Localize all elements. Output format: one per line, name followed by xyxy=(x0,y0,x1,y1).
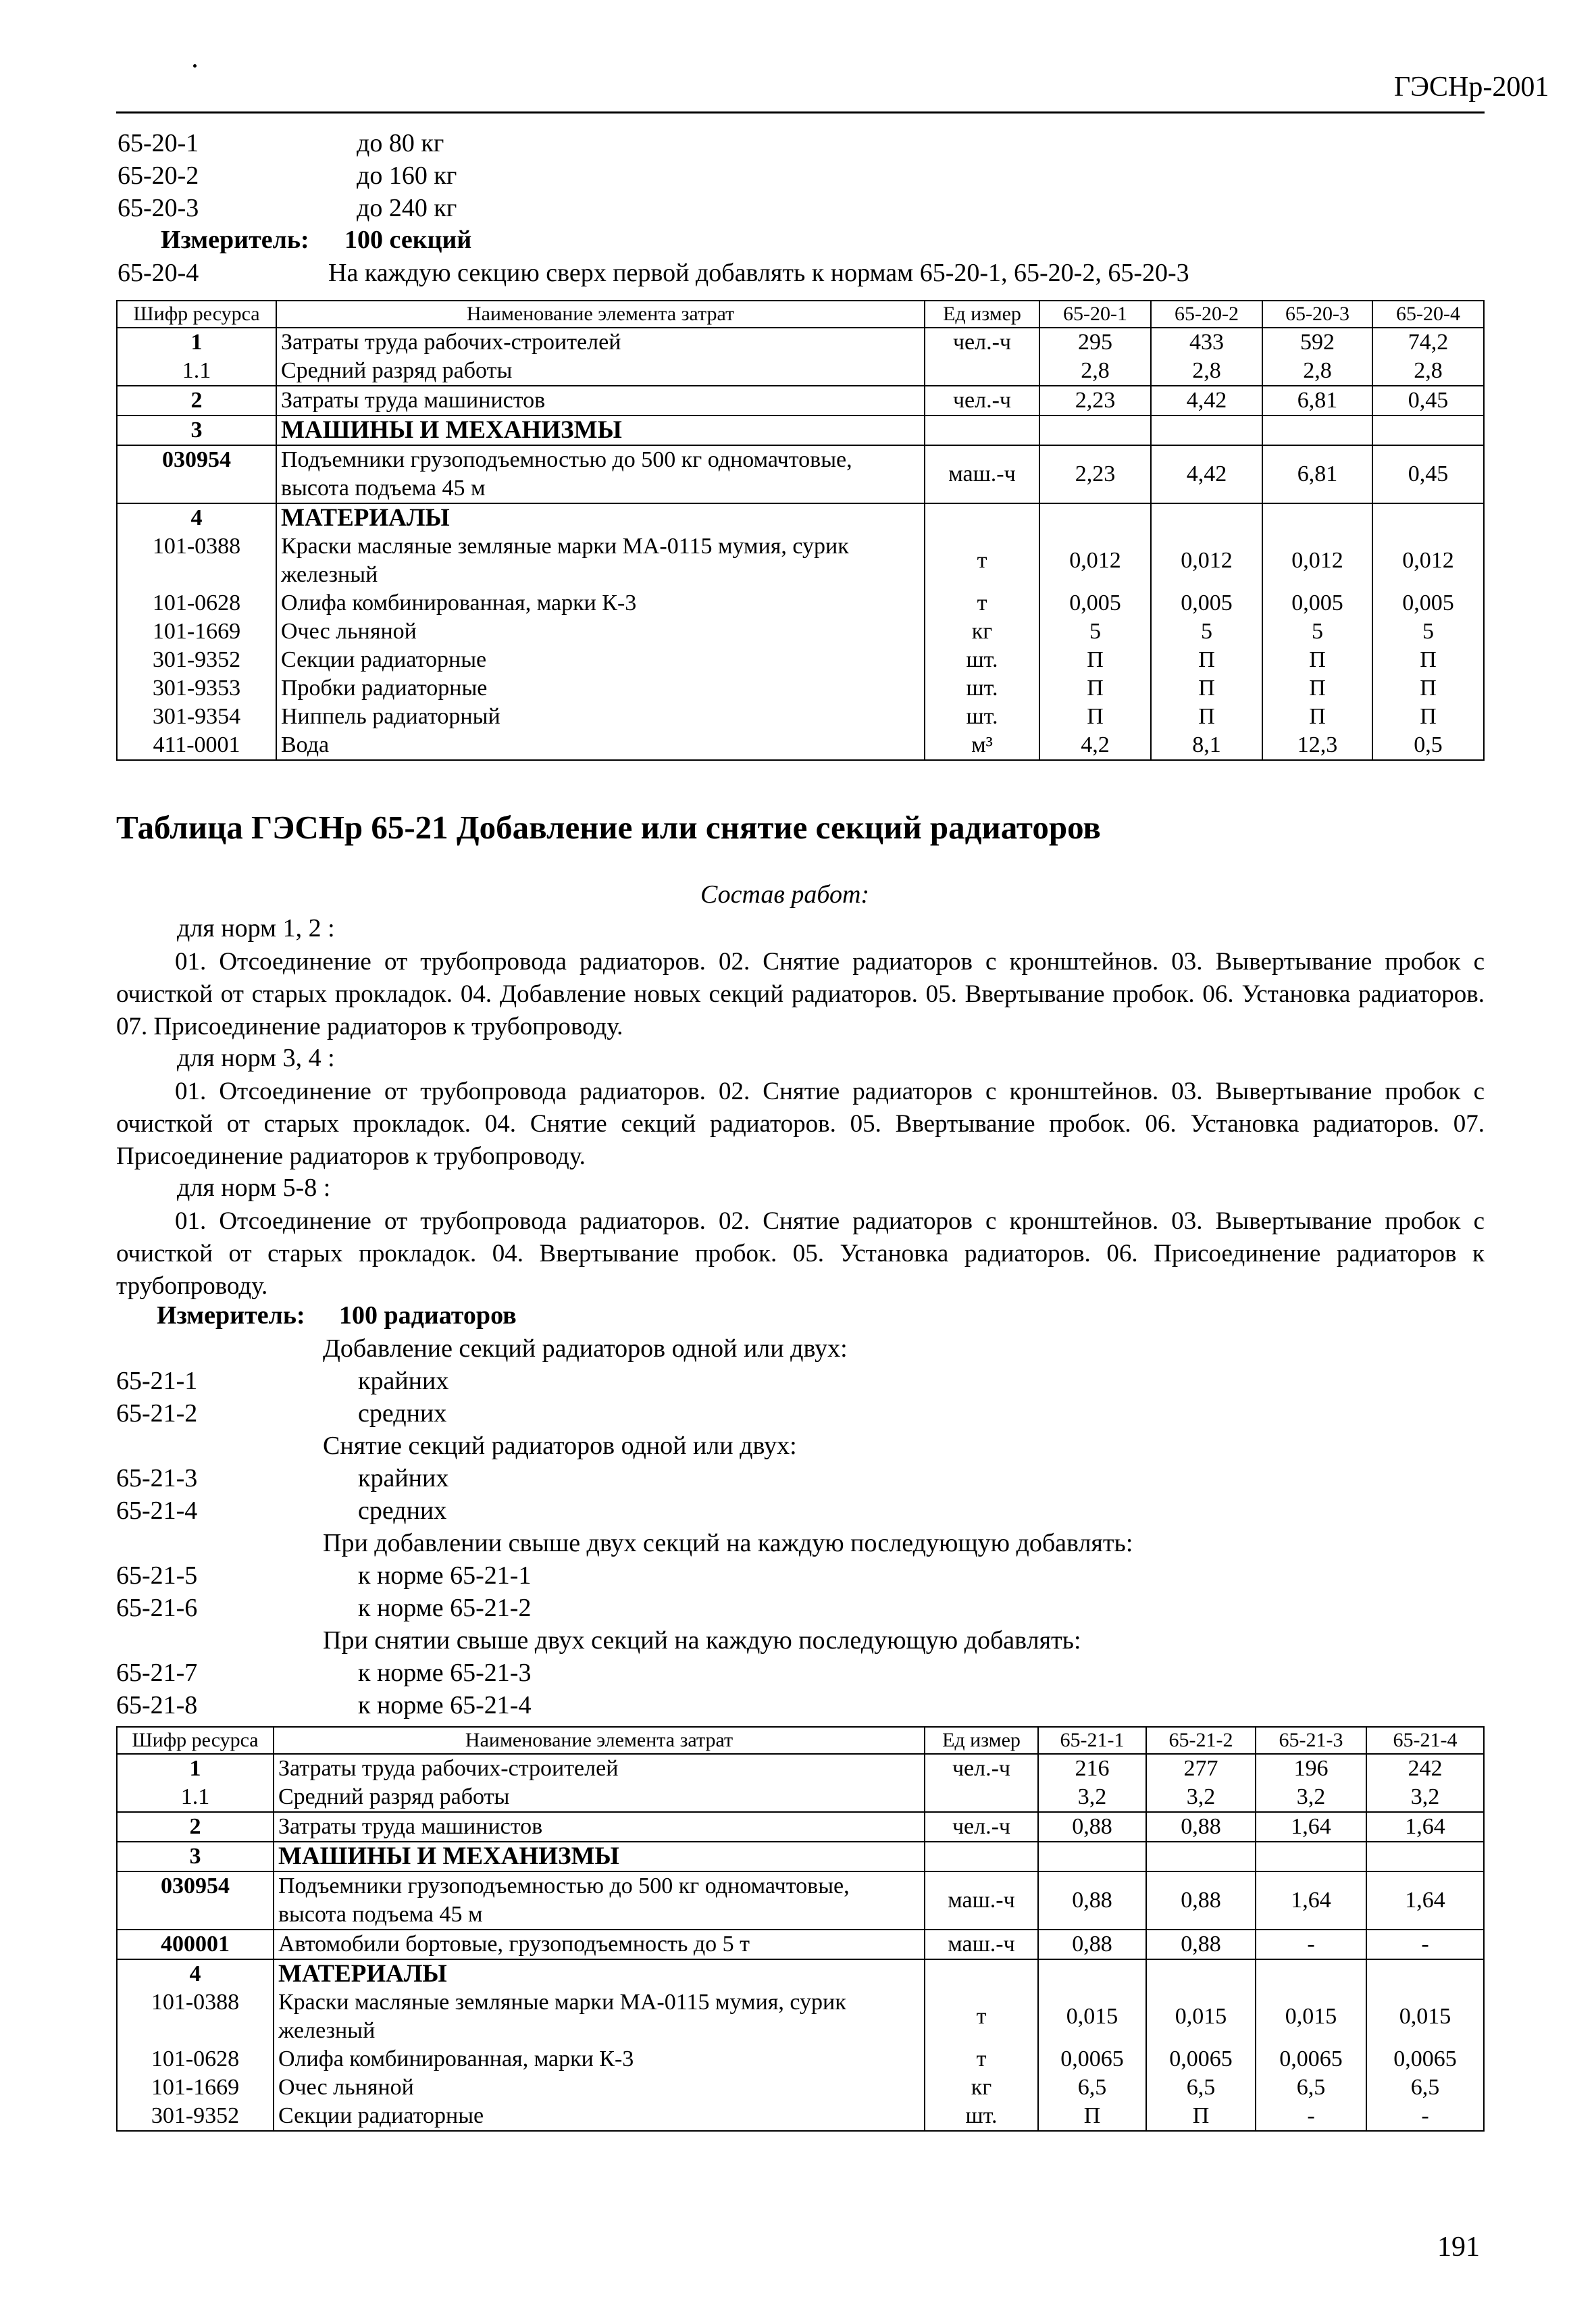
resource-code: 101-0628 xyxy=(117,2045,274,2073)
norm-value xyxy=(1151,416,1262,445)
unit-cell xyxy=(925,1842,1038,1871)
resource-name: Краски масляные земляные марки МА-0115 мумия, сурик железный xyxy=(276,532,925,589)
unit-cell: маш.-ч xyxy=(925,445,1039,503)
resource-name: Очес льняной xyxy=(276,618,925,646)
measure-value: 100 радиаторов xyxy=(339,1301,517,1330)
norm-value: 12,3 xyxy=(1262,731,1372,760)
norm-value: 5 xyxy=(1151,618,1262,646)
table-row xyxy=(117,1959,1484,1988)
norm-value: 4,2 xyxy=(1039,731,1151,760)
norm-desc: до 160 кг xyxy=(357,161,457,190)
unit-cell: чел.-ч xyxy=(925,386,1039,416)
resource-code: 030954 xyxy=(117,445,276,503)
norm-value: 2,23 xyxy=(1039,386,1151,416)
norm-value: 6,81 xyxy=(1262,386,1372,416)
norm-code: 65-20-3 xyxy=(118,194,199,222)
norm-value: 2,23 xyxy=(1039,445,1151,503)
norm-value: 74,2 xyxy=(1372,328,1484,357)
norm-desc: к норме 65-21-1 xyxy=(358,1561,532,1590)
work-group-label: для норм 1, 2 : xyxy=(177,914,335,942)
norm-code: 65-20-4 xyxy=(118,259,199,287)
norm-group-heading: Добавление секций радиаторов одной или двух: xyxy=(323,1334,848,1363)
table-row xyxy=(117,416,1484,445)
norm-value: 0,015 xyxy=(1256,1988,1366,2045)
unit-cell: шт. xyxy=(925,646,1039,674)
norm-value: П xyxy=(1039,703,1151,731)
table-row xyxy=(117,328,1484,357)
table-row xyxy=(117,1754,1484,1783)
norm-group-heading: При добавлении свыше двух секций на каждую последующую добавлять: xyxy=(323,1529,1133,1557)
table-row xyxy=(117,2102,1484,2131)
norm-value: 0,012 xyxy=(1151,532,1262,589)
norm-value: П xyxy=(1146,2102,1256,2131)
norm-value: 3,2 xyxy=(1038,1783,1146,1812)
norm-value: П xyxy=(1262,703,1372,731)
unit-cell xyxy=(925,357,1039,386)
resource-name: Секции радиаторные xyxy=(276,646,925,674)
composition-title: Состав работ: xyxy=(700,880,870,909)
resource-name: Олифа комбинированная, марки К-3 xyxy=(276,589,925,618)
norm-value: 295 xyxy=(1039,328,1151,357)
norm-value: 0,005 xyxy=(1151,589,1262,618)
norm-value: П xyxy=(1151,646,1262,674)
norm-value: 0,005 xyxy=(1262,589,1372,618)
work-group-text: 01. Отсоединение от трубопровода радиаторов. 02. Снятие радиаторов с кронштейнов. 03. Вывертывание пробок с очисткой от старых прокладок. 04. Добавление новых секций радиаторов. 05. Ввертывание пробок. 06. Установка радиаторов. 07. Присоединение радиаторов к трубопроводу. xyxy=(116,948,1485,1040)
table-header-row xyxy=(117,1727,1484,1754)
resource-name: Затраты труда рабочих-строителей xyxy=(274,1754,925,1783)
norm-value: 8,1 xyxy=(1151,731,1262,760)
column-header: Шифр ресурса xyxy=(117,301,276,328)
running-header: ГЭСНр-2001 xyxy=(1394,72,1549,103)
norm-value: - xyxy=(1366,1930,1484,1959)
norm-code: 65-21-3 xyxy=(116,1464,198,1492)
norm-value: 6,5 xyxy=(1038,2073,1146,2102)
norm-value: 0,015 xyxy=(1146,1988,1256,2045)
table-row xyxy=(117,386,1484,416)
norm-value xyxy=(1256,1959,1366,1988)
norm-value: 277 xyxy=(1146,1754,1256,1783)
resource-name: МАШИНЫ И МЕХАНИЗМЫ xyxy=(276,416,925,445)
unit-cell: шт. xyxy=(925,2102,1038,2131)
resource-table-65-21 xyxy=(116,1726,1485,2132)
scan-speck xyxy=(193,64,197,68)
norm-value: 433 xyxy=(1151,328,1262,357)
column-header: Ед измер xyxy=(925,301,1039,328)
table-row xyxy=(117,731,1484,760)
resource-code: 400001 xyxy=(117,1930,274,1959)
norm-value: 2,8 xyxy=(1262,357,1372,386)
column-header: Наименование элемента затрат xyxy=(276,301,925,328)
norm-value: 0,0065 xyxy=(1256,2045,1366,2073)
table-row xyxy=(117,589,1484,618)
table-row xyxy=(117,1988,1484,2045)
norm-code: 65-21-5 xyxy=(116,1561,198,1590)
norm-value: П xyxy=(1038,2102,1146,2131)
unit-cell: чел.-ч xyxy=(925,1812,1038,1842)
resource-code: 1 xyxy=(117,328,276,357)
table-row xyxy=(117,532,1484,589)
resource-name: Олифа комбинированная, марки К-3 xyxy=(274,2045,925,2073)
norm-value: П xyxy=(1039,646,1151,674)
norm-code: 65-20-2 xyxy=(118,161,199,190)
resource-code: 301-9352 xyxy=(117,2102,274,2131)
unit-cell: чел.-ч xyxy=(925,328,1039,357)
norm-value: - xyxy=(1256,2102,1366,2131)
norm-value xyxy=(1256,1842,1366,1871)
measure-label: Измеритель: xyxy=(157,1301,305,1330)
table-row xyxy=(117,1930,1484,1959)
norm-group-heading: Снятие секций радиаторов одной или двух: xyxy=(323,1432,797,1460)
column-header: 65-20-2 xyxy=(1151,301,1262,328)
norm-value: 0,005 xyxy=(1039,589,1151,618)
column-header: 65-20-3 xyxy=(1262,301,1372,328)
header-rule xyxy=(116,111,1485,114)
table-row xyxy=(117,2045,1484,2073)
resource-name: Ниппель радиаторный xyxy=(276,703,925,731)
table-row xyxy=(117,646,1484,674)
unit-cell: маш.-ч xyxy=(925,1930,1038,1959)
norm-value: 5 xyxy=(1372,618,1484,646)
resource-name: МАТЕРИАЛЫ xyxy=(274,1959,925,1988)
resource-code: 2 xyxy=(117,1812,274,1842)
norm-value: 0,005 xyxy=(1372,589,1484,618)
column-header: 65-20-1 xyxy=(1039,301,1151,328)
unit-cell: т xyxy=(925,2045,1038,2073)
unit-cell: кг xyxy=(925,2073,1038,2102)
resource-name: МАТЕРИАЛЫ xyxy=(276,503,925,532)
column-header: Шифр ресурса xyxy=(117,1727,274,1754)
norm-value xyxy=(1262,416,1372,445)
norm-value: 0,88 xyxy=(1038,1930,1146,1959)
norm-value: П xyxy=(1262,646,1372,674)
resource-name: Средний разряд работы xyxy=(276,357,925,386)
measure-label: Измеритель: xyxy=(161,226,309,254)
norm-value: П xyxy=(1151,703,1262,731)
resource-code: 4 xyxy=(117,1959,274,1988)
norm-value: - xyxy=(1256,1930,1366,1959)
norm-value: 592 xyxy=(1262,328,1372,357)
unit-cell: м³ xyxy=(925,731,1039,760)
column-header: Наименование элемента затрат xyxy=(274,1727,925,1754)
norm-value: 0,88 xyxy=(1146,1930,1256,1959)
norm-code: 65-21-1 xyxy=(116,1367,198,1395)
unit-cell: т xyxy=(925,532,1039,589)
norm-value: 0,015 xyxy=(1366,1988,1484,2045)
norm-value: 0,88 xyxy=(1038,1812,1146,1842)
norm-value: 0,88 xyxy=(1146,1871,1256,1930)
norm-value: 0,012 xyxy=(1262,532,1372,589)
resource-table-65-20 xyxy=(116,300,1485,761)
norm-desc: средних xyxy=(358,1496,447,1525)
column-header: 65-21-3 xyxy=(1256,1727,1366,1754)
page-number: 191 xyxy=(1437,2232,1480,2263)
table-row xyxy=(117,357,1484,386)
norm-desc: крайних xyxy=(358,1367,449,1395)
norm-value: 3,2 xyxy=(1256,1783,1366,1812)
work-group-label: для норм 3, 4 : xyxy=(177,1044,335,1072)
norm-value: 1,64 xyxy=(1366,1812,1484,1842)
norm-code: 65-21-8 xyxy=(116,1691,198,1719)
resource-code: 301-9353 xyxy=(117,674,276,703)
norm-value: П xyxy=(1151,674,1262,703)
norm-value xyxy=(1262,503,1372,532)
table-row xyxy=(117,1812,1484,1842)
norm-value: 216 xyxy=(1038,1754,1146,1783)
table-header-row xyxy=(117,301,1484,328)
resource-code: 4 xyxy=(117,503,276,532)
unit-cell xyxy=(925,1783,1038,1812)
resource-code: 101-0628 xyxy=(117,589,276,618)
norm-desc: к норме 65-21-4 xyxy=(358,1691,532,1719)
norm-value: П xyxy=(1039,674,1151,703)
norm-value xyxy=(1038,1959,1146,1988)
resource-code: 3 xyxy=(117,416,276,445)
work-group-text: 01. Отсоединение от трубопровода радиаторов. 02. Снятие радиаторов с кронштейнов. 03. Вывертывание пробок с очисткой от старых прокладок. 04. Снятие секций радиаторов. 05. Ввертывание пробок. 06. Установка радиаторов. 07. Присоединение радиаторов к трубопроводу. xyxy=(116,1078,1485,1170)
resource-code: 1.1 xyxy=(117,357,276,386)
column-header: 65-20-4 xyxy=(1372,301,1484,328)
unit-cell: шт. xyxy=(925,674,1039,703)
norm-value: П xyxy=(1262,674,1372,703)
norm-value: 196 xyxy=(1256,1754,1366,1783)
norm-value: 4,42 xyxy=(1151,445,1262,503)
norm-value: П xyxy=(1372,646,1484,674)
norm-value: 3,2 xyxy=(1366,1783,1484,1812)
norm-value xyxy=(1039,416,1151,445)
resource-code: 030954 xyxy=(117,1871,274,1930)
resource-code: 301-9352 xyxy=(117,646,276,674)
norm-value xyxy=(1146,1959,1256,1988)
resource-name: Секции радиаторные xyxy=(274,2102,925,2131)
norm-value: 0,5 xyxy=(1372,731,1484,760)
resource-name: Средний разряд работы xyxy=(274,1783,925,1812)
norm-value: 6,5 xyxy=(1146,2073,1256,2102)
norm-value xyxy=(1038,1842,1146,1871)
norm-value: 1,64 xyxy=(1256,1871,1366,1930)
resource-code: 1.1 xyxy=(117,1783,274,1812)
table-row xyxy=(117,674,1484,703)
norm-value: 0,88 xyxy=(1146,1812,1256,1842)
unit-cell: т xyxy=(925,1988,1038,2045)
resource-name: Затраты труда машинистов xyxy=(276,386,925,416)
norm-value: 1,64 xyxy=(1256,1812,1366,1842)
norm-value: 6,5 xyxy=(1366,2073,1484,2102)
column-header: 65-21-2 xyxy=(1146,1727,1256,1754)
norm-value: 0,0065 xyxy=(1038,2045,1146,2073)
unit-cell: маш.-ч xyxy=(925,1871,1038,1930)
resource-name: Краски масляные земляные марки МА-0115 мумия, сурик железный xyxy=(274,1988,925,2045)
resource-name: Затраты труда рабочих-строителей xyxy=(276,328,925,357)
work-group-text: 01. Отсоединение от трубопровода радиаторов. 02. Снятие радиаторов с кронштейнов. 03. Вывертывание пробок с очисткой от старых прокладок. 04. Ввертывание пробок. 05. Установка радиаторов. 06. Присоединение радиаторов к трубопроводу. xyxy=(116,1207,1485,1300)
norm-value: 0,012 xyxy=(1372,532,1484,589)
norm-code: 65-21-6 xyxy=(116,1594,198,1622)
norm-desc: крайних xyxy=(358,1464,449,1492)
norm-value: 0,015 xyxy=(1038,1988,1146,2045)
norm-value: 2,8 xyxy=(1039,357,1151,386)
norm-value xyxy=(1366,1842,1484,1871)
resource-code: 101-1669 xyxy=(117,618,276,646)
resource-name: Пробки радиаторные xyxy=(276,674,925,703)
unit-cell: шт. xyxy=(925,703,1039,731)
norm-desc: На каждую секцию сверх первой добавлять к нормам 65-20-1, 65-20-2, 65-20-3 xyxy=(328,259,1189,287)
table-row xyxy=(117,445,1484,503)
norm-code: 65-20-1 xyxy=(118,129,199,157)
column-header: 65-21-4 xyxy=(1366,1727,1484,1754)
work-group-label: для норм 5-8 : xyxy=(177,1174,331,1202)
norm-desc: средних xyxy=(358,1399,447,1428)
measure-value: 100 секций xyxy=(344,226,472,254)
unit-cell: кг xyxy=(925,618,1039,646)
norm-value xyxy=(1151,503,1262,532)
table-row xyxy=(117,2073,1484,2102)
norm-value: 0,88 xyxy=(1038,1871,1146,1930)
table-title: Таблица ГЭСНр 65-21 Добавление или снятие секций радиаторов xyxy=(116,809,1101,846)
resource-code: 101-1669 xyxy=(117,2073,274,2102)
norm-code: 65-21-2 xyxy=(116,1399,198,1428)
unit-cell: чел.-ч xyxy=(925,1754,1038,1783)
norm-value: 3,2 xyxy=(1146,1783,1256,1812)
norm-value: 6,81 xyxy=(1262,445,1372,503)
table-row xyxy=(117,1842,1484,1871)
norm-value: 4,42 xyxy=(1151,386,1262,416)
unit-cell xyxy=(925,1959,1038,1988)
resource-code: 301-9354 xyxy=(117,703,276,731)
unit-cell: т xyxy=(925,589,1039,618)
unit-cell xyxy=(925,503,1039,532)
norm-value: 6,5 xyxy=(1256,2073,1366,2102)
unit-cell xyxy=(925,416,1039,445)
resource-name: Подъемники грузоподъемностью до 500 кг одномачтовые, высота подъема 45 м xyxy=(274,1871,925,1930)
norm-value: П xyxy=(1372,674,1484,703)
norm-desc: к норме 65-21-3 xyxy=(358,1659,532,1687)
column-header: Ед измер xyxy=(925,1727,1038,1754)
resource-code: 1 xyxy=(117,1754,274,1783)
norm-value: 0,012 xyxy=(1039,532,1151,589)
resource-name: Подъемники грузоподъемностью до 500 кг одномачтовые, высота подъема 45 м xyxy=(276,445,925,503)
norm-value: 0,0065 xyxy=(1366,2045,1484,2073)
resource-code: 3 xyxy=(117,1842,274,1871)
norm-desc: к норме 65-21-2 xyxy=(358,1594,532,1622)
norm-value: 5 xyxy=(1039,618,1151,646)
norm-value: - xyxy=(1366,2102,1484,2131)
resource-name: Очес льняной xyxy=(274,2073,925,2102)
norm-value: 0,0065 xyxy=(1146,2045,1256,2073)
resource-name: МАШИНЫ И МЕХАНИЗМЫ xyxy=(274,1842,925,1871)
table-row xyxy=(117,703,1484,731)
norm-value: 1,64 xyxy=(1366,1871,1484,1930)
norm-desc: до 240 кг xyxy=(357,194,457,222)
table-row xyxy=(117,503,1484,532)
norm-value xyxy=(1372,503,1484,532)
norm-value: 2,8 xyxy=(1151,357,1262,386)
resource-name: Вода xyxy=(276,731,925,760)
resource-code: 411-0001 xyxy=(117,731,276,760)
norm-value xyxy=(1146,1842,1256,1871)
norm-code: 65-21-4 xyxy=(116,1496,198,1525)
norm-group-heading: При снятии свыше двух секций на каждую последующую добавлять: xyxy=(323,1626,1081,1655)
norm-value: 0,45 xyxy=(1372,386,1484,416)
norm-value: П xyxy=(1372,703,1484,731)
resource-code: 101-0388 xyxy=(117,1988,274,2045)
norm-value: 2,8 xyxy=(1372,357,1484,386)
resource-code: 101-0388 xyxy=(117,532,276,589)
column-header: 65-21-1 xyxy=(1038,1727,1146,1754)
norm-desc: до 80 кг xyxy=(357,129,444,157)
resource-name: Автомобили бортовые, грузоподъемность до 5 т xyxy=(274,1930,925,1959)
norm-value: 242 xyxy=(1366,1754,1484,1783)
resource-name: Затраты труда машинистов xyxy=(274,1812,925,1842)
norm-value: 0,45 xyxy=(1372,445,1484,503)
norm-value xyxy=(1039,503,1151,532)
norm-value xyxy=(1372,416,1484,445)
norm-value xyxy=(1366,1959,1484,1988)
resource-code: 2 xyxy=(117,386,276,416)
table-row xyxy=(117,1783,1484,1812)
table-row xyxy=(117,618,1484,646)
norm-value: 5 xyxy=(1262,618,1372,646)
table-row xyxy=(117,1871,1484,1930)
norm-code: 65-21-7 xyxy=(116,1659,198,1687)
